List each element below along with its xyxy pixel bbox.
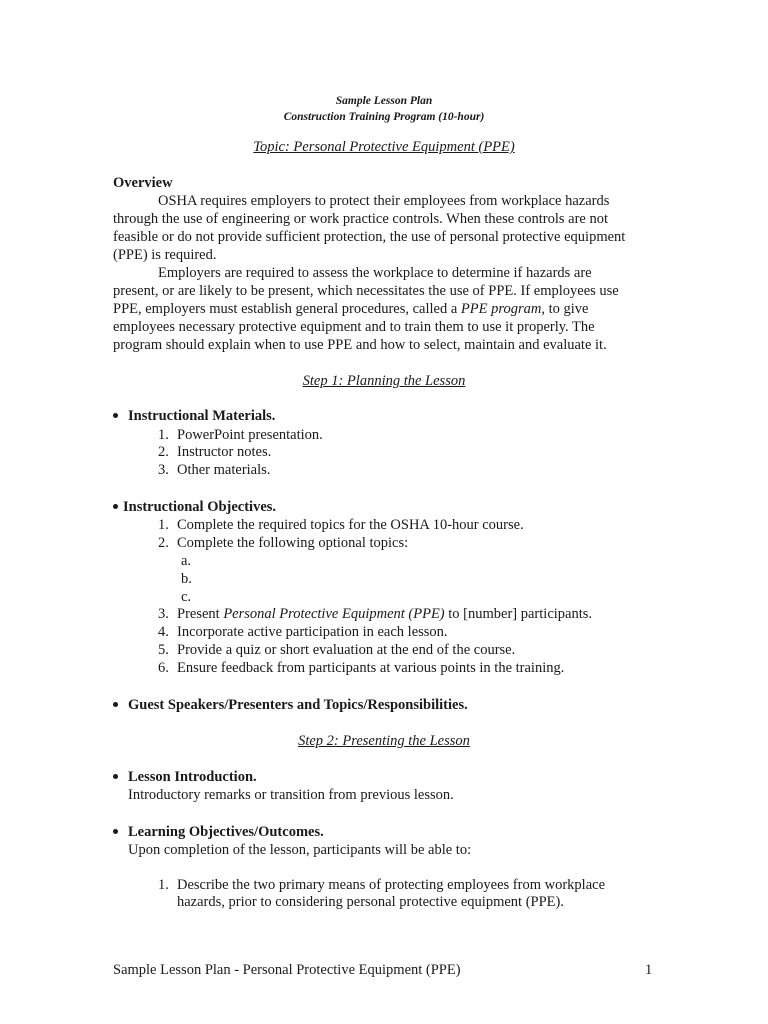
list-item: Instructor notes. <box>177 444 272 460</box>
overview-line: through the use of engineering or work practice controls. When these controls are not <box>113 211 608 227</box>
list-item-continued: hazards, prior to considering personal protective equipment (PPE). <box>177 894 564 910</box>
list-item: Describe the two primary means of protecting employees from workplace <box>177 877 606 893</box>
topic-heading: Topic: Personal Protective Equipment (PPE) <box>253 139 515 155</box>
intro-text: Introductory remarks or transition from previous lesson. <box>128 787 454 803</box>
footer-text: Sample Lesson Plan - Personal Protective Equipment (PPE) <box>113 962 461 978</box>
list-item: Complete the required topics for the OSHA 10-hour course. <box>177 517 524 533</box>
list-number: 4. <box>158 624 169 640</box>
list-number: 1. <box>158 517 169 533</box>
guest-speakers-label: Guest Speakers/Presenters and Topics/Responsibilities. <box>128 697 468 713</box>
list-number: 2. <box>158 535 169 551</box>
step2-heading: Step 2: Presenting the Lesson <box>298 733 470 749</box>
list-number: 2. <box>158 444 169 460</box>
list-item: Complete the following optional topics: <box>177 535 409 551</box>
overview-line: program should explain when to use PPE and how to select, maintain and evaluate it. <box>113 337 607 353</box>
overview-line: employees necessary protective equipment and to train them to use it properly. The <box>113 319 595 335</box>
sub-item-letter: c. <box>181 589 192 605</box>
list-number: 6. <box>158 660 169 676</box>
outcomes-label: Learning Objectives/Outcomes. <box>128 824 324 840</box>
page-number: 1 <box>645 962 653 978</box>
sub-item-letter: a. <box>181 553 192 569</box>
list-item: Other materials. <box>177 462 271 478</box>
intro-label: Lesson Introduction. <box>128 769 257 785</box>
materials-label: Instructional Materials. <box>128 408 276 424</box>
doc-title: Sample Lesson Plan <box>335 95 433 107</box>
doc-subtitle: Construction Training Program (10-hour) <box>283 111 485 123</box>
ppe-program-term: PPE program <box>460 301 542 317</box>
list-item: Incorporate active participation in each lesson. <box>177 624 448 640</box>
overview-line: PPE, employers must establish general procedures, called a PPE program, to give <box>113 301 589 317</box>
list-number: 3. <box>158 462 169 478</box>
bullet-icon <box>113 413 118 418</box>
list-item: PowerPoint presentation. <box>177 427 323 443</box>
list-number: 1. <box>158 427 169 443</box>
overview-line: Employers are required to assess the workplace to determine if hazards are <box>158 265 592 281</box>
overview-line: OSHA requires employers to protect their employees from workplace hazards <box>158 193 610 209</box>
list-item: Provide a quiz or short evaluation at the end of the course. <box>177 642 516 658</box>
step1-heading: Step 1: Planning the Lesson <box>302 373 466 389</box>
overview-line: present, or are likely to be present, which necessitates the use of PPE. If employees use <box>113 283 619 299</box>
overview-heading: Overview <box>113 175 173 191</box>
list-number: 5. <box>158 642 169 658</box>
overview-line: (PPE) is required. <box>113 247 217 263</box>
outcomes-text: Upon completion of the lesson, participants will be able to: <box>128 842 472 858</box>
overview-line: feasible or do not provide sufficient protection, the use of personal protective equipment <box>113 229 626 245</box>
list-item: Present Personal Protective Equipment (PPE) to [number] participants. <box>177 606 593 622</box>
bullet-icon <box>113 774 118 779</box>
bullet-icon <box>113 702 118 707</box>
list-item: Ensure feedback from participants at various points in the training. <box>177 660 565 676</box>
sub-item-letter: b. <box>181 571 192 587</box>
objectives-label: Instructional Objectives. <box>123 499 277 515</box>
bullet-icon <box>113 504 118 509</box>
list-number: 3. <box>158 606 169 622</box>
bullet-icon <box>113 829 118 834</box>
list-number: 1. <box>158 877 169 893</box>
